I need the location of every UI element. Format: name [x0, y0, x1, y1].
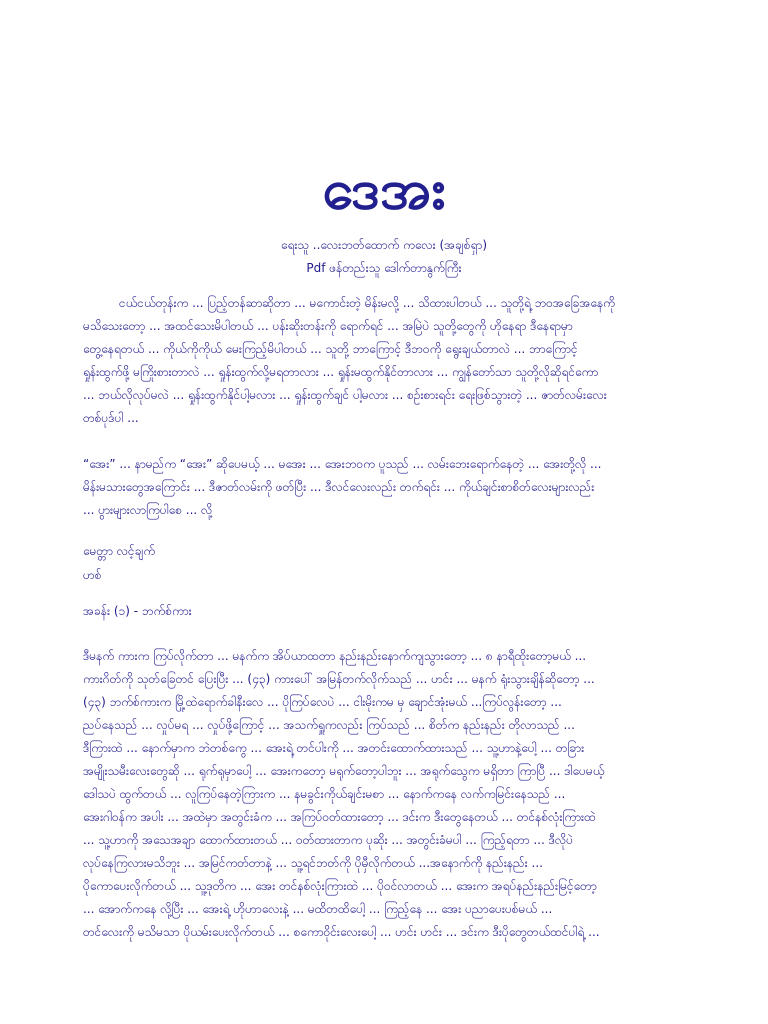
text-line: ... ဘယ်လိုလုပ်မလဲ ... ရှုန်းထွက်နိုင်ပါ့မလား ... ရှုန်းထွက်ချင် ပါ့မလား ... စဉ်းစားရင်း ရေးဖြစ်သွားတဲ့ ... ဇာတ်လမ်းလေး [83, 388, 607, 402]
document-title: ဒေအး [322, 157, 446, 222]
chapter-paragraph [83, 645, 683, 944]
text-line: ... သူ့ဟာကို အသေအချာ ထောက်ထားတယ် ... ဝတ်ထားတာက ပုဆိုး ... အတွင်းခံမပါ ... ကြည့်ရတာ ... ဒီလိုပဲ [83, 833, 573, 847]
signoff-name: ဟစ် [83, 568, 102, 582]
text-line: ရှုန်းထွက်ဖို့ မကြိုးစားတာလဲ ... ရှုန်းထွက်လို့မရတာလား ... ရှုန်းမထွက်နိုင်တာလား ... ကျွန်တော်သာ သူတို့လိုဆိုရင်ကော [83, 365, 599, 379]
text-line: ဒီကြားထဲ ... နောက်မှာက ဘဲတစ်ကွေ ... အေးရဲ့ တင်ပါးကို ... အတင်းထောက်ထားသည် ... သူ့ဟာနဲ့ပေါ့ ... တခြား [83, 741, 585, 755]
text-line: မိန်းမသားတွေအကြောင်း ... ဒီဇာတ်လမ်းကို ဖတ်ပြီး ... ဒီလင်လေးလည်း တက်ရင်း ... ကိုယ်ချင်းစာစိတ်လေးများလည်း [83, 480, 595, 494]
text-line: ... အောက်ကနေ လို့ပြီး ... အေးရဲ့ ဟိုဟာလေးနဲ့ ... မထိတထိပေါ့ ... ကြည့်နေ ... အေး ပညာပေးပစ်မယ် ... [83, 902, 553, 916]
text-line: အေးဂါဝန်က အပါး ... အထဲမှာ အတွင်းခံက ... အကြပ်ဝတ်ထားတော့ ... ဒင်းက ဒီးတွေနေတယ် ... တင်နစ်လုံးကြားထဲ [83, 810, 596, 824]
text-line: ညပ်နေသည် ... လှုပ်မရ ... လှုပ်ဖို့ကြောင့် ... အသက်ရှူကလည်း ကြပ်သည် ... စိတ်က နည်းနည်း တိုလာသည် ... [83, 718, 575, 732]
text-line: ငယ်ငယ်တုန်းက ... ပြည့်တန်ဆာဆိုတာ ... မကောင်းတဲ့ မိန်းမလို့ ... သိထားပါတယ် ... သူတို့ရဲ့ ဘဝအခြေအနေကို [119, 296, 615, 310]
chapter-heading: အခန်း (၁) - ဘက်စ်ကား [83, 604, 192, 618]
text-line: အမျိုးသမီးလေးတွေဆို ... ရုက်ရုမှာပေါ့ ... အေးကတော့ မရုက်တော့ပါဘူး ... အရုက်သွေက မရှိတာ ကြာပြီ ... ဒါပေမယ့် [83, 764, 605, 778]
text-line: လုပ်နေကြလားမသိဘူး ... အမြင်ကတ်တာနဲ့ ... သူ့ရင်ဘတ်ကို ပိုမှီလိုက်တယ် ...အနောက်ကို နည်းနည်း ... [83, 856, 543, 870]
text-line: တင်လေးကို မသိမသာ ပိုယမ်းပေးလိုက်တယ် ... စကောဝိုင်းလေးပေါ့ ... ဟင်း ဟင်း ... ဒင်းက ဒီးပိုတွေတယ်ထင်ပါရဲ့ ... [83, 925, 600, 939]
author-line: ရေးသူ ..လေးဘတ်ထောက် ကလေး (အချစ်ရှာ) [280, 238, 488, 252]
text-line: ပိုကောပေးလိုက်တယ် ... သူ့ဒုတိက ... အေး တင်နစ်လုံးကြားထဲ ... ပိုဝင်လာတယ် ... အေးက အရပ်နည်းနည်းမြင့်တော့ [83, 879, 597, 893]
text-line: တစ်ပုဒ်ပါ ... [83, 411, 139, 425]
text-line: ဒီမနက် ကားက ကြပ်လိုက်တာ ... မနက်က အိပ်ယာထတာ နည်းနည်းနောက်ကျသွားတော့ ... ၈ နာရီထိုးတော့မယ် ... [83, 649, 587, 663]
text-line: ကားဂိတ်ကို သုတ်ခြေတင် ပြေးပြီး ... (၄၃) ကားပေါ် အမြန်တက်လိုက်သည် ... ဟင်း ... မနက် ရုံးသွားချိန်ဆိုတော့ ... [83, 672, 595, 686]
quote-paragraph [83, 453, 683, 522]
signoff-line: မေတ္တာ လင့်ချက် [83, 544, 156, 558]
pdf-credit-line: Pdf ဖန်တည်းသူ ဒေါက်တာနွက်ကြီး [306, 261, 462, 275]
text-line: “အေး” ... နာမည်က “အေး” ဆိုပေမယ့် ... မအေး ... အေးဘဝက ပူသည် ... လမ်းဘေးရောက်နေတဲ့ ... အေးတို့လို ... [83, 457, 602, 471]
text-line: ... ပွားများလာကြပါစေ ... လို့ [83, 503, 213, 517]
text-line: တွေ့နေရတယ် ... ကိုယ်ကိုကိုယ် မေးကြည့်မိပါတယ် ... သူတို့ ဘာကြောင့် ဒီဘဝကို ရွေးချယ်တာလဲ ... ဘာကြောင့် [83, 342, 578, 356]
intro-paragraph [83, 292, 683, 430]
text-line: မသိသေးတော့ ... အထင်သေးမိပါတယ် ... ပန်းဆိုးတန်းကို ရောက်ရင် ... အမြဲပဲ သူတို့တွေကို ဟိုနေရာ ဒီနေရာမှာ [83, 319, 573, 333]
text-line: ဒေါသပဲ ထွက်တယ် ... လူကြပ်နေတဲ့ကြားက ... နမခွင်းကိုယ်ချင်းမစာ ... နောက်ကနေ လက်ကမြင်းနေသည် ... [83, 787, 566, 801]
text-line: (၄၃) ဘက်စ်ကားက မြို့ထဲရောက်ခါနီးလေ ... ပိုကြပ်လေပဲ ... ငါးမိုးကမ မှ ချောင်အုံးမယ် ...ကြပ်လွန်းတော့ ... [83, 695, 562, 709]
